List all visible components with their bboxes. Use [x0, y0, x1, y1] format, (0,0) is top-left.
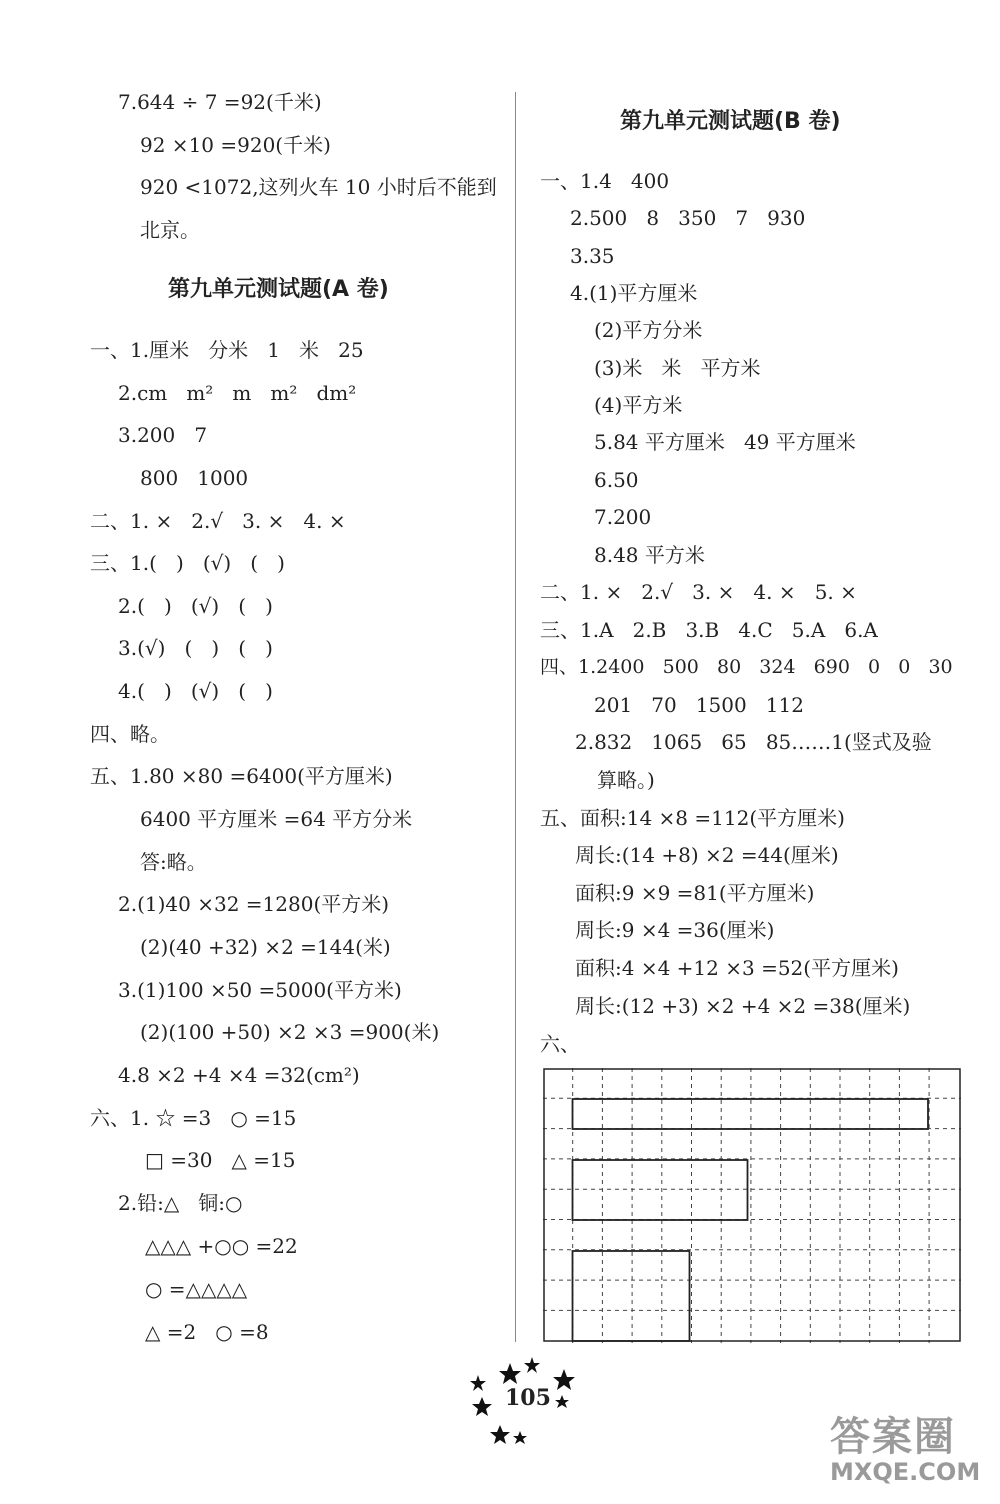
- answer-line: 800 1000: [140, 466, 249, 490]
- answer-line: 北京。: [140, 218, 200, 242]
- answer-line: 3.(√) ( ) ( ): [118, 636, 273, 660]
- answer-line: 六、: [540, 1032, 580, 1056]
- answer-line: 五、面积:14 ×8 =112(平方厘米): [540, 806, 845, 830]
- answer-line: 算略。): [597, 768, 655, 792]
- answer-line: 920 <1072,这列火车 10 小时后不能到: [140, 175, 497, 199]
- answer-line: 92 ×10 =920(千米): [140, 133, 331, 157]
- answer-line: 四、1.2400 500 80 324 690 0 0 30: [540, 656, 953, 678]
- star-icon: [513, 1431, 527, 1444]
- star-icon: [499, 1363, 521, 1384]
- answer-line: 2.铅:△ 铜:○: [118, 1191, 243, 1215]
- rectangle-4x3: [573, 1251, 690, 1341]
- answer-line: 2.cm m² m m² dm²: [118, 381, 357, 405]
- answer-line: △ =2 ○ =8: [145, 1320, 269, 1344]
- answer-line: △△△ +○○ =22: [145, 1234, 298, 1258]
- answer-line: 二、1. × 2.√ 3. × 4. × 5. ×: [540, 580, 857, 604]
- star-icon: [524, 1357, 540, 1373]
- answer-line: 四、略。: [90, 722, 170, 746]
- grid-lines: [543, 1068, 961, 1343]
- answer-line: 7.644 ÷ 7 =92(千米): [118, 90, 322, 114]
- watermark-line1: 答案圈: [830, 1414, 956, 1460]
- answer-line: ○ =△△△△: [145, 1277, 248, 1301]
- answer-line: 三、1.A 2.B 3.B 4.C 5.A 6.A: [540, 618, 878, 642]
- answer-line: 周长:(14 +8) ×2 =44(厘米): [575, 843, 839, 867]
- answer-line: 7.200: [594, 505, 652, 529]
- answer-line: 8.48 平方米: [594, 543, 705, 567]
- section-title-b: 第九单元测试题(B 卷): [620, 109, 841, 134]
- star-icon: [470, 1375, 486, 1391]
- answer-line: 3.200 7: [118, 423, 208, 447]
- rectangle-14x1: [573, 1099, 929, 1129]
- answer-line: 2.( ) (√) ( ): [118, 594, 273, 618]
- star-icon: [553, 1369, 575, 1390]
- answer-line: 一、1.4 400: [540, 169, 670, 193]
- answer-line: 2.(1)40 ×32 =1280(平方米): [118, 892, 390, 916]
- answer-line: □ =30 △ =15: [145, 1148, 296, 1172]
- section-title-a: 第九单元测试题(A 卷): [168, 277, 389, 302]
- answer-line: (3)米 米 平方米: [594, 356, 761, 380]
- answer-line: 3.(1)100 ×50 =5000(平方米): [118, 978, 402, 1002]
- answer-line: 答:略。: [140, 850, 207, 874]
- answer-line: 二、1. × 2.√ 3. × 4. ×: [90, 509, 346, 533]
- answer-line: 周长:(12 +3) ×2 +4 ×2 =38(厘米): [575, 994, 911, 1018]
- watermark: [830, 1405, 980, 1486]
- grid-border: [544, 1069, 960, 1341]
- watermark-line2: MXQE.COM: [830, 1458, 981, 1486]
- answer-line: (2)平方分米: [594, 318, 703, 342]
- answer-line: 一、1.厘米 分米 1 米 25: [90, 338, 364, 362]
- answer-line: (4)平方米: [594, 393, 683, 417]
- answer-line: 面积:9 ×9 =81(平方厘米): [575, 881, 815, 905]
- answer-line: 4.( ) (√) ( ): [118, 679, 273, 703]
- page-number: 105: [505, 1385, 551, 1411]
- answer-line: 六、1. ☆ =3 ○ =15: [90, 1106, 297, 1130]
- answer-line: (2)(40 +32) ×2 =144(米): [140, 935, 391, 959]
- answer-line: 4.(1)平方厘米: [570, 281, 698, 305]
- answer-line: 4.8 ×2 +4 ×4 =32(cm²): [118, 1063, 360, 1087]
- answer-line: 3.35: [570, 244, 615, 268]
- column-divider: [515, 92, 516, 1342]
- star-icon: [490, 1425, 510, 1444]
- answer-line: 6400 平方厘米 =64 平方分米: [140, 807, 413, 831]
- answer-line: 2.500 8 350 7 930: [570, 206, 806, 230]
- star-icon: [472, 1397, 492, 1416]
- answer-line: 6.50: [594, 468, 639, 492]
- answer-line: 201 70 1500 112: [594, 693, 804, 717]
- answer-line: (2)(100 +50) ×2 ×3 =900(米): [140, 1020, 440, 1044]
- answer-line: 三、1.( ) (√) ( ): [90, 551, 285, 575]
- answer-line: 周长:9 ×4 =36(厘米): [575, 918, 775, 942]
- answer-line: 2.832 1065 65 85……1(竖式及验: [575, 730, 932, 754]
- answer-line: 5.84 平方厘米 49 平方厘米: [594, 430, 856, 454]
- dotted-grid-figure: [543, 1068, 961, 1343]
- answer-line: 五、1.80 ×80 =6400(平方厘米): [90, 764, 393, 788]
- star-icon: [555, 1395, 569, 1408]
- answer-line: 面积:4 ×4 +12 ×3 =52(平方厘米): [575, 956, 899, 980]
